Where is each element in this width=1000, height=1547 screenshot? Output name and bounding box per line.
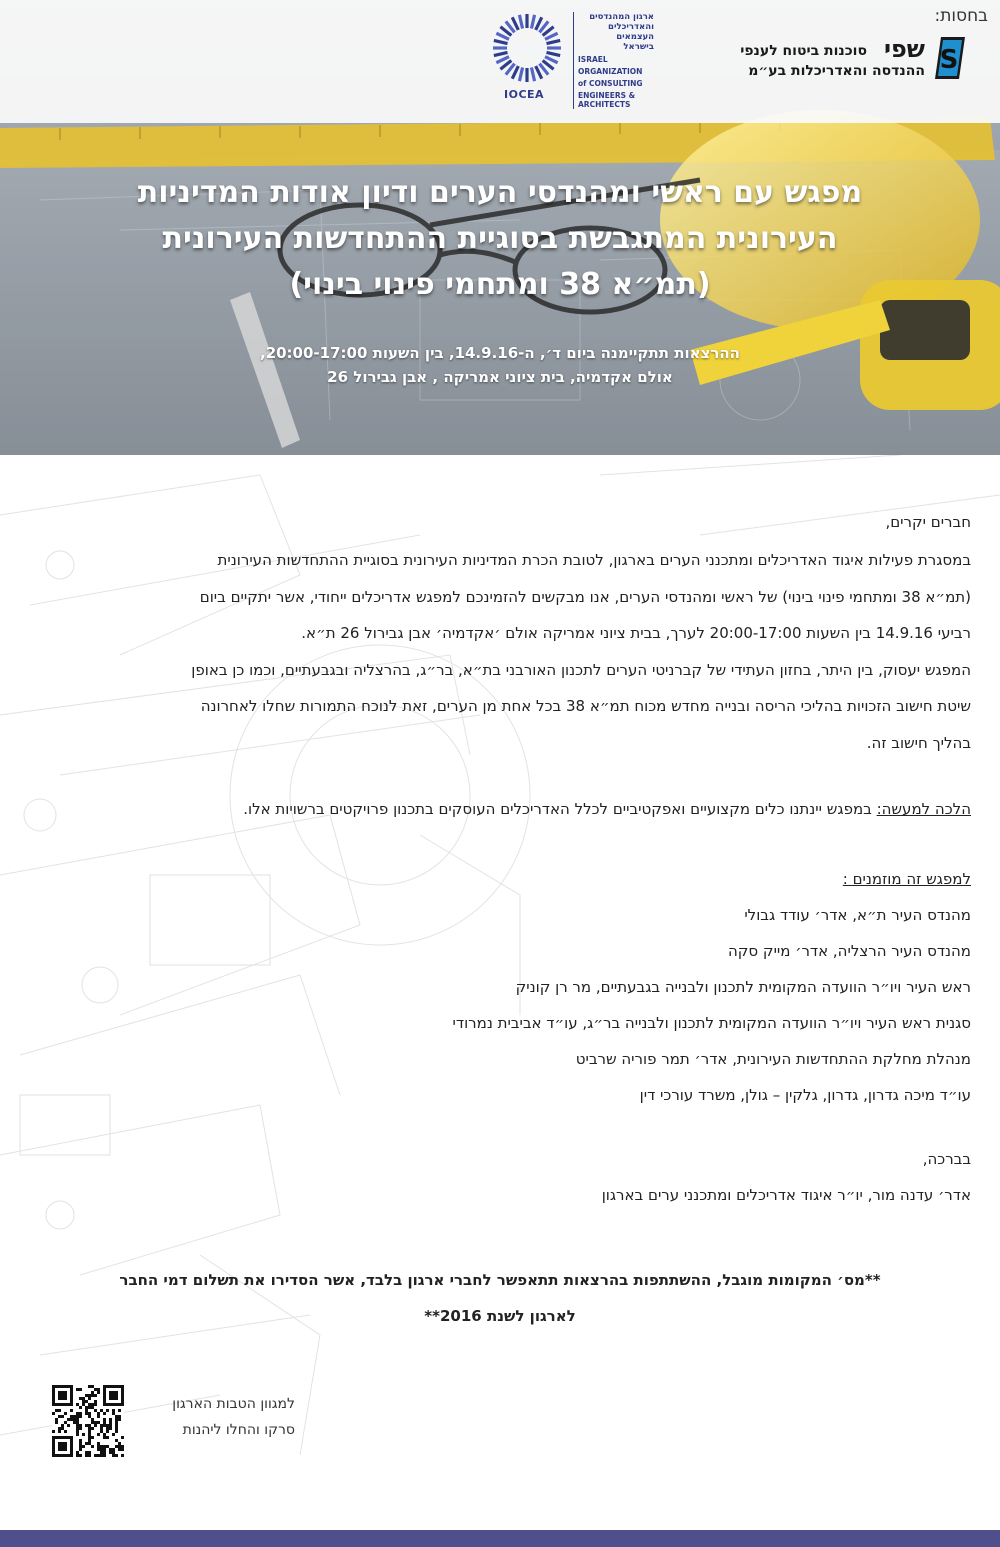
event-date-time: ההרצאות תתקיימנה ביום ד׳, ה-14.9.16, בין השעות 20:00-17:00, — [259, 344, 740, 362]
practical-note — [26, 791, 971, 827]
event-title-line-2: העירונית המתגבשת בסוגיית ההתחדשות העירונית — [162, 221, 838, 256]
org-name-english-1: ISRAEL — [578, 55, 608, 64]
sponsor-tagline-1: סוכנות ביטוח לענפי — [740, 43, 867, 59]
event-title-line-3: (תמ״א 38 ומתחמי פינוי בינוי) — [289, 267, 711, 302]
event-location: אולם אקדמיה, בית ציוני אמריקה , אבן גבירול 26 — [327, 368, 673, 386]
org-name-hebrew-4: בישראל — [623, 42, 654, 52]
intro-line: במסגרת פעילות איגוד האדריכלים ומתכנני הערים בארגון, לטובת הכרת המדיניות העירונית בסוגיית ההתחדשות העירונית — [217, 551, 971, 569]
attendance-note-line-2: לארגון לשנת 2016** — [424, 1307, 576, 1325]
iocea-emblem-icon — [484, 10, 570, 90]
invited-item: ראש העיר ויו״ר הוועדה המקומית לתכנון ולבנייה בגבעתיים, מר רן קוניק — [515, 978, 971, 996]
org-name-hebrew-2: והאדריכלים — [608, 22, 654, 32]
invited-item: מנהלת מחלקת ההתחדשות העירונית, אדר׳ תמר פוריה שרביט — [575, 1050, 971, 1068]
sponsor-logo-letter: S — [939, 45, 959, 75]
invited-item: מהנדס העיר ת״א, אדר׳ עודד גבולי — [744, 906, 971, 924]
event-title — [60, 170, 940, 308]
attendance-note-line-1: **מס׳ המקומות מוגבל, ההשתתפות בהרצאות תתאפשר לחברי ארגון בלבד, אשר הסדירו את תשלום דמי החבר — [119, 1271, 881, 1289]
intro-line: (תמ״א 38 ומתחמי פינוי בינוי) של ראשי ומהנדסי הערים, אנו מבקשים להזמינכם למפגש אדריכלים ייחודי, אשר יתקיים ביום — [199, 587, 971, 606]
intro-line: המפגש יעסוק, בין היתר, בחזון העתידי של קברניטי הערים לתכנון האורבני בת״א, בר״ג, בהרצליה ובגבעתיים, וכמו כן באופן — [191, 660, 971, 679]
signature: אדר׳ עדנה מור, יו״ר איגוד אדריכלים ומתכנני ערים בארגון — [601, 1186, 971, 1204]
practical-text: במפגש יינתנו כלים מקצועיים ואפקטיביים לכלל האדריכלים העוסקים בתכנון פרויקטים ברשויות אלו. — [243, 800, 877, 818]
org-name-english-3: of CONSULTING — [578, 79, 643, 88]
practical-label: הלכה למעשה: — [876, 800, 971, 818]
org-name-english-4: ENGINEERS & ARCHITECTS — [578, 91, 636, 109]
closing: בברכה, — [922, 1150, 971, 1168]
qr-code-icon[interactable] — [52, 1385, 124, 1457]
sponsor-block — [675, 37, 965, 83]
org-name-hebrew-3: העצמאים — [616, 32, 654, 42]
sponsor-name: שפי — [883, 35, 925, 63]
org-name-hebrew-1: ארגון המהנדסים — [589, 12, 654, 22]
org-name-block — [573, 12, 654, 109]
invited-item: מהנדס העיר הרצליה, אדר׳ מייק סקה — [727, 942, 971, 960]
footer-bar — [0, 1530, 1000, 1547]
invited-heading: למפגש זה מוזמנים : — [842, 870, 971, 888]
org-name-english-2: ORGANIZATION — [578, 67, 643, 76]
event-details — [150, 341, 850, 389]
qr-caption-line-2: סרקו והחלו ליהנות — [182, 1422, 295, 1438]
invited-item: סגנית ראש העיר ויו״ר הוועדה המקומית לתכנון ולבנייה בר״ג, עו״ד אביבית נמרודי — [452, 1014, 971, 1032]
org-abbreviation: IOCEA — [504, 88, 545, 101]
sponsor-tagline-2: ההנדסה והאדריכלות בע״מ — [748, 63, 925, 79]
organization-logo — [484, 10, 654, 109]
intro-line: בהליך חישוב זה. — [866, 733, 971, 752]
qr-promo — [52, 1385, 312, 1460]
attendance-note — [80, 1262, 920, 1334]
invited-item: עו״ד מיכה גדרון, גדרון, גלקין – גולן, משרד עורכי דין — [639, 1086, 971, 1104]
header-banner — [0, 0, 1000, 455]
intro-paragraph — [26, 542, 971, 761]
letter-body — [26, 509, 971, 1213]
event-title-line-1: מפגש עם ראשי ומהנדסי הערים ודיון אודות המדיניות — [137, 175, 863, 210]
sponsor-logo-icon — [935, 37, 965, 79]
intro-line: רביעי 14.9.16 בין השעות 20:00-17:00 לערך, בבית ציוני אמריקה אולם ׳אקדמיה׳ אבן גבירול 26 ת״א. — [301, 624, 971, 642]
qr-caption — [172, 1391, 295, 1443]
qr-caption-line-1: למגוון הטבות הארגון — [172, 1396, 295, 1412]
sponsor-label: בחסות: — [934, 6, 988, 26]
greeting: חברים יקרים, — [885, 513, 971, 531]
invited-list — [26, 897, 971, 1113]
intro-line: שיטת חישוב הזכויות בהליכי הריסה ובנייה מחדש מכוח תמ״א 38 בכל אחת מן הערים, זאת לנוכח התמורות שחלו לאחרונה — [200, 697, 971, 715]
